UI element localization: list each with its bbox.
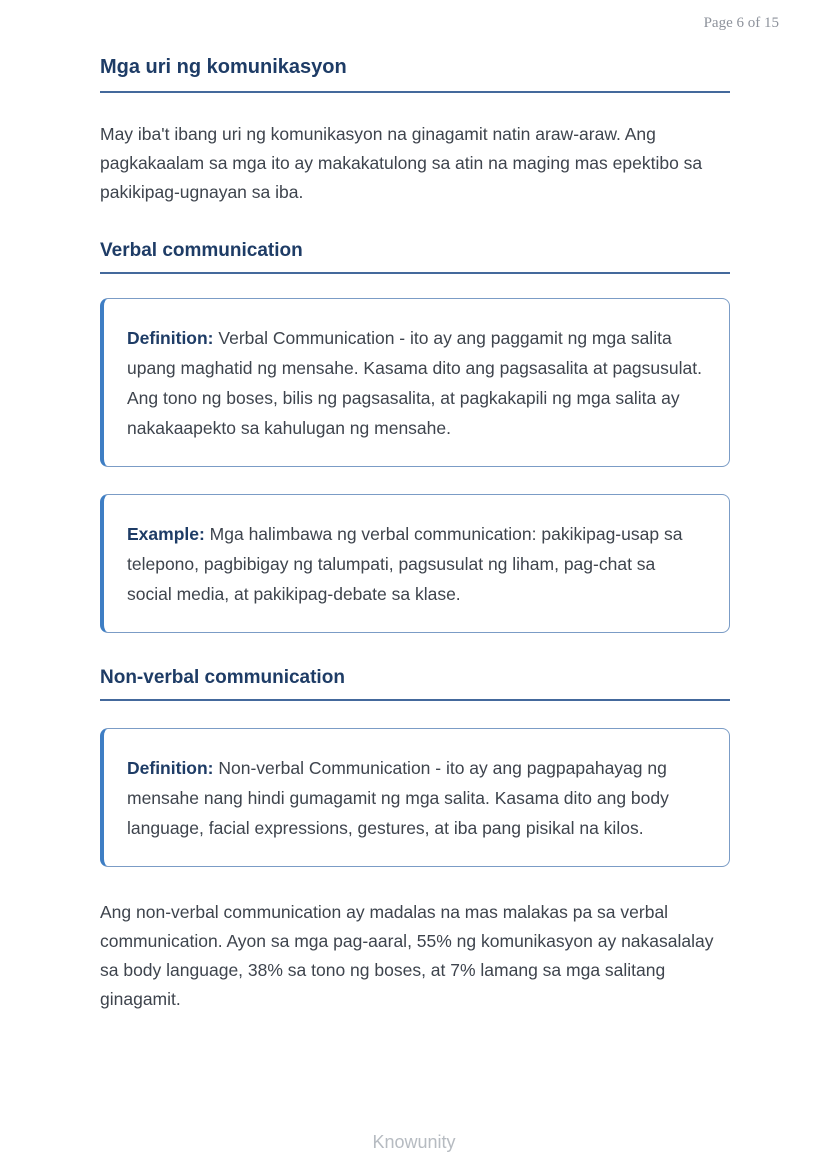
intro-paragraph: May iba't ibang uri ng komunikasyon na ginagamit natin araw-araw. Ang pagkakaalam sa mga ito ay makakatulong sa atin na maging mas epektibo sa pakikipag-ugnayan sa iba. [100,124,703,202]
example-box-verbal [100,494,730,633]
section-heading-verbal: Verbal communication [100,239,730,274]
definition-label: Definition: [127,758,214,778]
page-title: Mga uri ng komunikasyon [100,55,730,93]
content-area [100,0,730,1014]
closing-paragraph: Ang non-verbal communication ay madalas na mas malakas pa sa verbal communication. Ayon sa mga pag-aaral, 55% ng komunikasyon ay nakasalalay sa body language, 38% sa tono ng boses, at 7% lamang sa mga salitang ginagamit. [100,902,714,1009]
footer-brand: Knowunity [372,1132,456,1152]
section-heading-nonverbal: Non-verbal communication [100,666,730,701]
example-label: Example: [127,524,205,544]
definition-box-nonverbal-text [127,753,703,843]
definition-body: Non-verbal Communication - ito ay ang pagpapahayag ng mensahe nang hindi gumagamit ng mga salita. Kasama dito ang body language, facial expressions, gestures, at iba pang pisikal na kilos. [127,758,669,838]
example-box-verbal-text [127,519,703,609]
definition-box-verbal-text [127,323,703,443]
definition-label: Definition: [127,328,214,348]
page-number: Page 6 of 15 [703,15,779,31]
example-body: Mga halimbawa ng verbal communication: pakikipag-usap sa telepono, pagbibigay ng talumpati, pagsusulat ng liham, pag-chat sa social media, at pakikipag-debate sa klase. [127,524,683,604]
definition-box-nonverbal [100,728,730,867]
definition-box-verbal [100,298,730,467]
definition-body: Verbal Communication - ito ay ang paggamit ng mga salita upang maghatid ng mensahe. Kasama dito ang pagsasalita at pagsusulat. Ang tono ng boses, bilis ng pagsasalita, at pagkakapili ng mga salita ay nakakaapekto sa kahulugan ng mensahe. [127,328,702,438]
